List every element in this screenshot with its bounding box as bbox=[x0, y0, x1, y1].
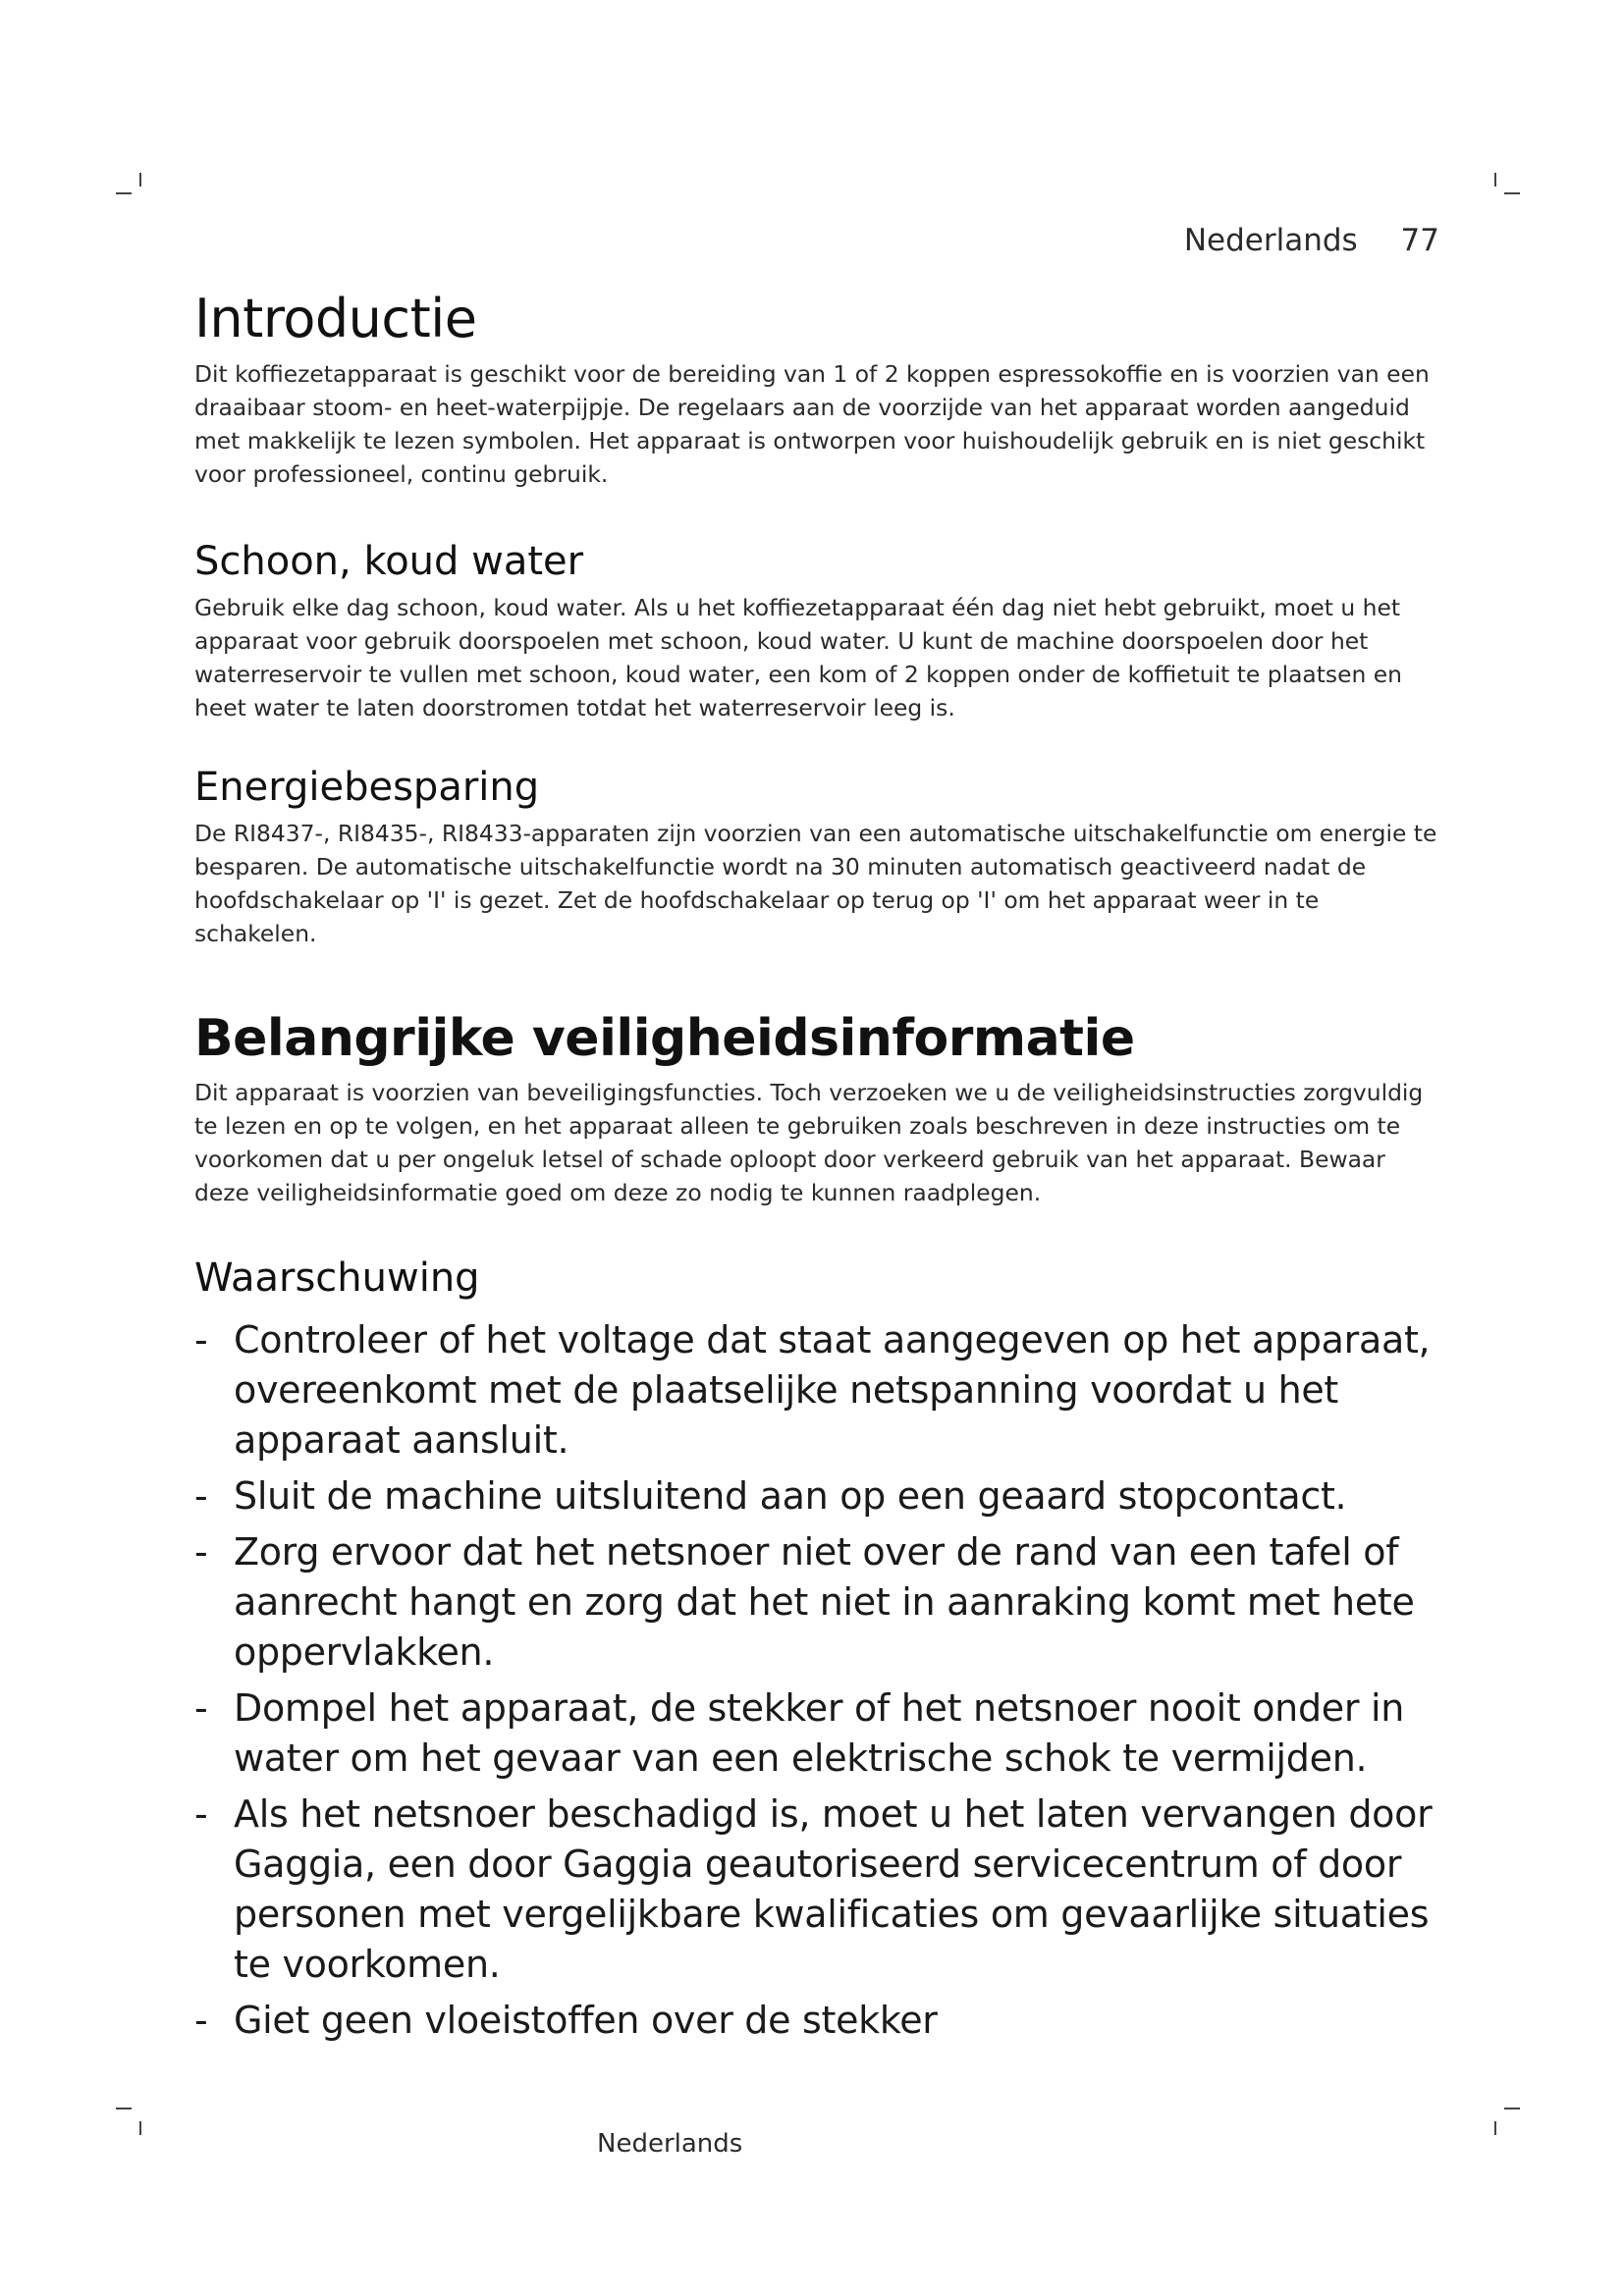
warning-text: Sluit de machine uitsluitend aan op een geaard stopcontact. bbox=[234, 1474, 1347, 1518]
warning-text: Als het netsnoer beschadigd is, moet u het laten vervangen door Gaggia, een door Gaggia geautoriseerd servicecentrum of door personen met vergelijkbare kwalificaties om gevaarlijke situaties te voorkomen. bbox=[234, 1792, 1433, 1986]
page-number: 77 bbox=[1400, 223, 1439, 258]
bullet-dash: - bbox=[194, 1792, 208, 1836]
bullet-dash: - bbox=[194, 1999, 208, 2042]
warning-item bbox=[194, 1683, 1445, 1784]
header-language: Nederlands bbox=[1183, 223, 1358, 258]
energy-paragraph: De RI8437-, RI8435-, RI8433-apparaten zijn voorzien van een automatische uitschakelfunctie om energie te besparen. De automatische uitschakelfunctie wordt na 30 minuten automatisch geactiveerd nadat de hoofdschakelaar op 'I' is gezet. Zet de hoofdschakelaar op terug op 'I' om het apparaat weer in te schakelen. bbox=[194, 820, 1437, 947]
warning-item bbox=[194, 1315, 1445, 1466]
warning-text: Giet geen vloeistoffen over de stekker bbox=[234, 1999, 938, 2042]
crop-mark-bottom-right-h bbox=[1504, 2108, 1520, 2109]
water-paragraph: Gebruik elke dag schoon, koud water. Als u het koffiezetapparaat één dag niet hebt gebruikt, moet u het apparaat voor gebruik doorspoelen met schoon, koud water. U kunt de machine doorspoelen door het waterreservoir te vullen met schoon, koud water, een kom of 2 koppen onder de koffietuit te plaatsen en heet water te laten doorstromen totdat het waterreservoir leeg is. bbox=[194, 594, 1402, 721]
page-content bbox=[194, 285, 1445, 2052]
warning-text: Zorg ervoor dat het netsnoer niet over de rand van een tafel of aanrecht hangt en zorg dat het niet in aanraking komt met hete oppervlakken. bbox=[234, 1530, 1415, 1674]
bullet-dash: - bbox=[194, 1530, 208, 1574]
energy-title: Energiebesparing bbox=[194, 765, 540, 810]
bullet-dash: - bbox=[194, 1318, 208, 1362]
crop-mark-top-right-v bbox=[1494, 173, 1496, 187]
warning-item bbox=[194, 1789, 1445, 1990]
crop-mark-bottom-left-h bbox=[116, 2108, 132, 2109]
crop-mark-bottom-left-v bbox=[139, 2121, 141, 2135]
water-title: Schoon, koud water bbox=[194, 539, 584, 584]
bullet-dash: - bbox=[194, 1686, 208, 1730]
intro-paragraph: Dit koffiezetapparaat is geschikt voor de bereiding van 1 of 2 koppen espressokoffie en is voorzien van een draaibaar stoom- en heet-waterpijpje. De regelaars aan de voorzijde van het apparaat worden aangeduid met makkelijk te lezen symbolen. Het apparaat is ontworpen voor huishoudelijk gebruik en is niet geschikt voor professioneel, continu gebruik. bbox=[194, 360, 1430, 488]
warning-title: Waarschuwing bbox=[194, 1255, 480, 1301]
warning-text: Controleer of het voltage dat staat aangegeven op het apparaat, overeenkomt met de plaatselijke netspanning voordat u het apparaat aansluit. bbox=[234, 1318, 1431, 1462]
crop-mark-top-right-h bbox=[1504, 192, 1520, 194]
intro-title: Introductie bbox=[194, 288, 477, 349]
warning-text: Dompel het apparaat, de stekker of het netsnoer nooit onder in water om het gevaar van een elektrische schok te vermijden. bbox=[234, 1686, 1404, 1780]
bullet-dash: - bbox=[194, 1474, 208, 1518]
safety-title: Belangrijke veiligheidsinformatie bbox=[194, 1009, 1135, 1068]
crop-mark-bottom-right-v bbox=[1494, 2121, 1496, 2135]
warning-item bbox=[194, 1996, 1445, 2046]
crop-mark-top-left-h bbox=[116, 192, 132, 194]
crop-mark-top-left-v bbox=[139, 173, 141, 187]
footer-language: Nederlands bbox=[597, 2129, 743, 2159]
safety-paragraph: Dit apparaat is voorzien van beveiligingsfuncties. Toch verzoeken we u de veiligheidsinstructies zorgvuldig te lezen en op te volgen, en het apparaat alleen te gebruiken zoals beschreven in deze instructies om te voorkomen dat u per ongeluk letsel of schade oploopt door verkeerd gebruik van het apparaat. Bewaar deze veiligheidsinformatie goed om deze zo nodig te kunnen raadplegen. bbox=[194, 1079, 1424, 1206]
running-header bbox=[1184, 223, 1439, 258]
warning-item bbox=[194, 1527, 1445, 1678]
warning-item bbox=[194, 1471, 1445, 1522]
warning-list bbox=[194, 1315, 1445, 2046]
